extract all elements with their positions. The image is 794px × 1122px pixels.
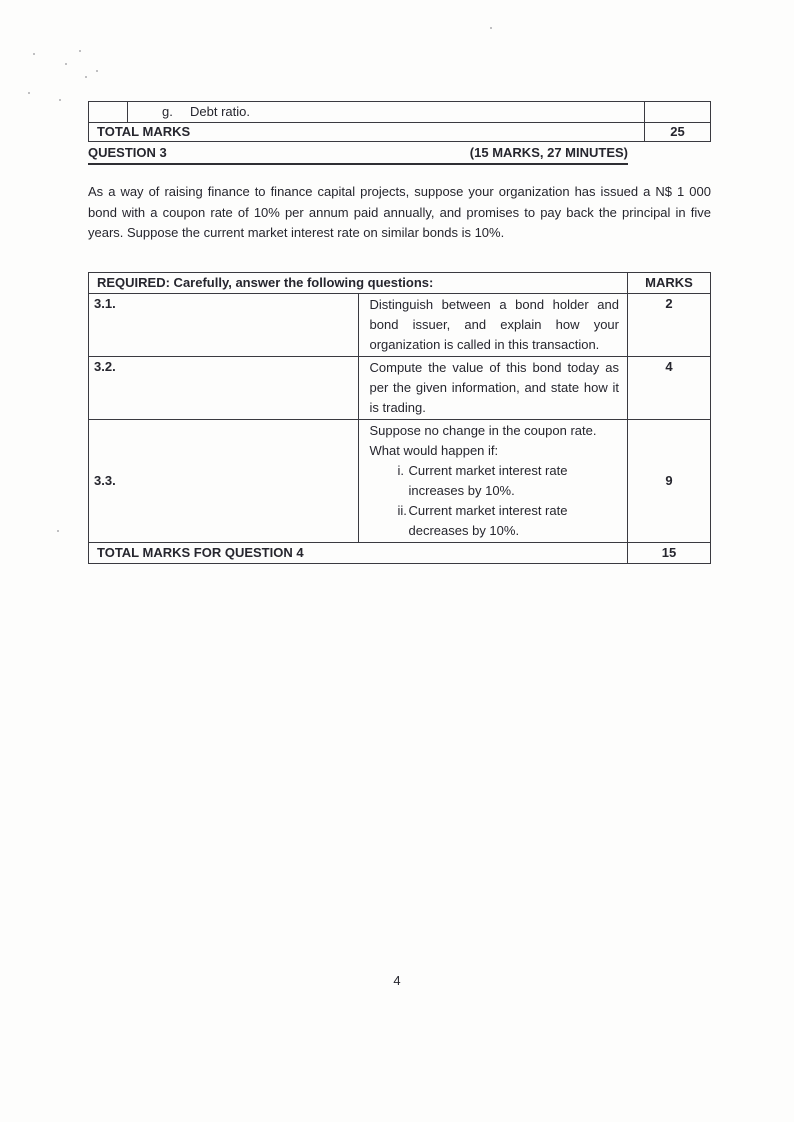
- table-header-row: [89, 272, 711, 293]
- page-number: 4: [393, 973, 401, 988]
- marks-header: MARKS: [628, 272, 711, 293]
- carryover-marks-table: [88, 101, 711, 142]
- scan-speckle: [79, 50, 81, 52]
- marks-cell: [645, 102, 711, 123]
- scan-speckle: [85, 76, 87, 78]
- item-text: Debt ratio.: [190, 104, 250, 119]
- question-id: 3.1.: [89, 293, 359, 356]
- total-marks-value: 25: [645, 123, 711, 142]
- scan-speckle: [28, 92, 30, 94]
- list-item: [370, 501, 620, 541]
- total-marks-label: TOTAL MARKS: [89, 123, 645, 142]
- question-intro-paragraph: As a way of raising finance to finance capital projects, suppose your organization has issued a N$ 1 000 bond with a coupon rate of 10% per annum paid annually, and promises to pay back the principal in five years. Suppose the current market interest rate on similar bonds is 10%.: [88, 184, 711, 240]
- list-label: g.: [162, 104, 173, 119]
- table-row-total: [89, 123, 711, 142]
- table-row-3-3: [89, 419, 711, 542]
- list-item-text: Current market interest rate increases by 10%.: [408, 462, 568, 498]
- question-heading: [88, 145, 628, 165]
- empty-cell: [89, 102, 128, 123]
- scan-speckle: [33, 53, 35, 55]
- scan-speckle: [57, 530, 59, 532]
- table-row: [89, 102, 711, 123]
- total-marks-value: 15: [628, 542, 711, 563]
- required-header: REQUIRED: Carefully, answer the following questions:: [89, 272, 628, 293]
- question-number: QUESTION 3: [88, 145, 167, 160]
- question-intro-line: Suppose no change in the coupon rate. What would happen if:: [369, 422, 597, 458]
- table-row-total: [89, 542, 711, 563]
- scan-speckle: [59, 99, 61, 101]
- question-marks: 2: [628, 293, 711, 356]
- table-row-3-1: [89, 293, 711, 356]
- question-marks-time: (15 MARKS, 27 MINUTES): [469, 145, 628, 160]
- question-text: Distinguish between a bond holder and bond issuer, and explain how your organization is called in this transaction.: [358, 293, 628, 356]
- document-content: [88, 101, 711, 564]
- list-item-text: Current market interest rate decreases by 10%.: [408, 502, 568, 538]
- list-item-label: ii.: [397, 502, 407, 518]
- question-text: [358, 419, 628, 542]
- question-id: 3.3.: [89, 419, 359, 542]
- question-id: 3.2.: [89, 356, 359, 419]
- scan-speckle: [65, 63, 67, 65]
- question-marks: 4: [628, 356, 711, 419]
- list-item: [370, 461, 620, 501]
- total-marks-label: TOTAL MARKS FOR QUESTION 4: [89, 542, 628, 563]
- item-cell: [128, 102, 645, 123]
- question-text: Compute the value of this bond today as per the given information, and state how it is trading.: [358, 356, 628, 419]
- table-row-3-2: [89, 356, 711, 419]
- list-item-label: i.: [397, 462, 404, 478]
- scan-speckle: [490, 27, 492, 29]
- questions-table: [88, 272, 711, 564]
- scan-speckle: [96, 70, 98, 72]
- question-marks: 9: [628, 419, 711, 542]
